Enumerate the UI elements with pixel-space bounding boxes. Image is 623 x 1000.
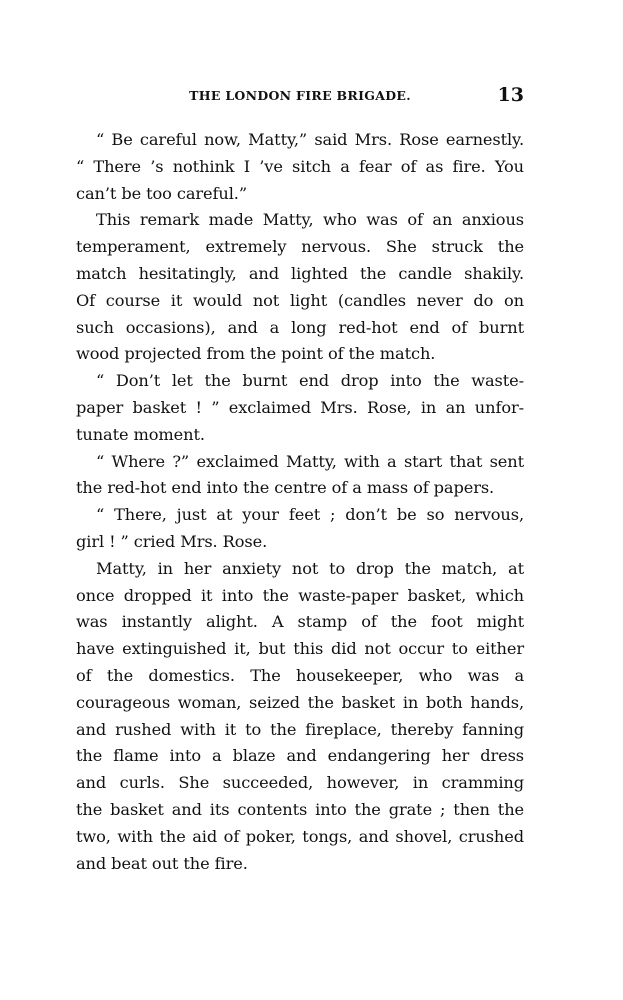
text-line: two, with the aid of poker, tongs, and shovel, crushed [76, 826, 524, 846]
text-line: and beat out the fire. [76, 853, 248, 873]
text-line: temperament, extremely nervous. She struck the [76, 237, 524, 257]
text-line: “ Where ?” exclaimed Matty, with a start that sent [96, 451, 524, 471]
page-header [76, 84, 524, 108]
text-line: match hesitatingly, and lighted the candle shakily. [76, 263, 524, 283]
text-line: can’t be too careful.” [76, 183, 248, 203]
page-number: 13 [497, 84, 524, 106]
text-line: courageous woman, seized the basket in both hands, [76, 692, 524, 712]
text-line: and rushed with it to the fireplace, thereby fanning [76, 719, 524, 739]
text-line: “ There, just at your feet ; don’t be so nervous, [96, 505, 524, 525]
text-line: and curls. She succeeded, however, in cramming [76, 773, 524, 793]
text-line: such occasions), and a long red-hot end of burnt [76, 317, 524, 337]
text-line: Of course it would not light (candles never do on [76, 290, 524, 310]
text-line: Matty, in her anxiety not to drop the match, at [96, 558, 524, 578]
text-line: the flame into a blaze and endangering her dress [76, 746, 524, 766]
body-text [76, 127, 524, 877]
text-line: paper basket ! ” exclaimed Mrs. Rose, in an unfor- [76, 397, 524, 417]
text-line: wood projected from the point of the match. [76, 344, 436, 364]
text-line: “ There ’s nothink I ’ve sitch a fear of as fire. You [76, 156, 524, 176]
text-line: tunate moment. [76, 424, 205, 444]
text-line: once dropped it into the waste-paper basket, which [76, 585, 524, 605]
running-title: THE LONDON FIRE BRIGADE. [189, 88, 411, 103]
text-line: “ Be careful now, Matty,” said Mrs. Rose earnestly. [96, 130, 524, 149]
text-line: girl ! ” cried Mrs. Rose. [76, 531, 268, 551]
text-line: have extinguished it, but this did not occur to either [76, 639, 524, 659]
text-line: This remark made Matty, who was of an anxious [96, 210, 524, 230]
text-line: the red-hot end into the centre of a mass of papers. [76, 478, 495, 498]
text-line: of the domestics. The housekeeper, who was a [76, 665, 524, 685]
text-line: “ Don’t let the burnt end drop into the waste- [96, 371, 524, 391]
text-line: the basket and its contents into the grate ; then the [76, 799, 524, 819]
text-line: was instantly alight. A stamp of the foot might [76, 612, 524, 632]
